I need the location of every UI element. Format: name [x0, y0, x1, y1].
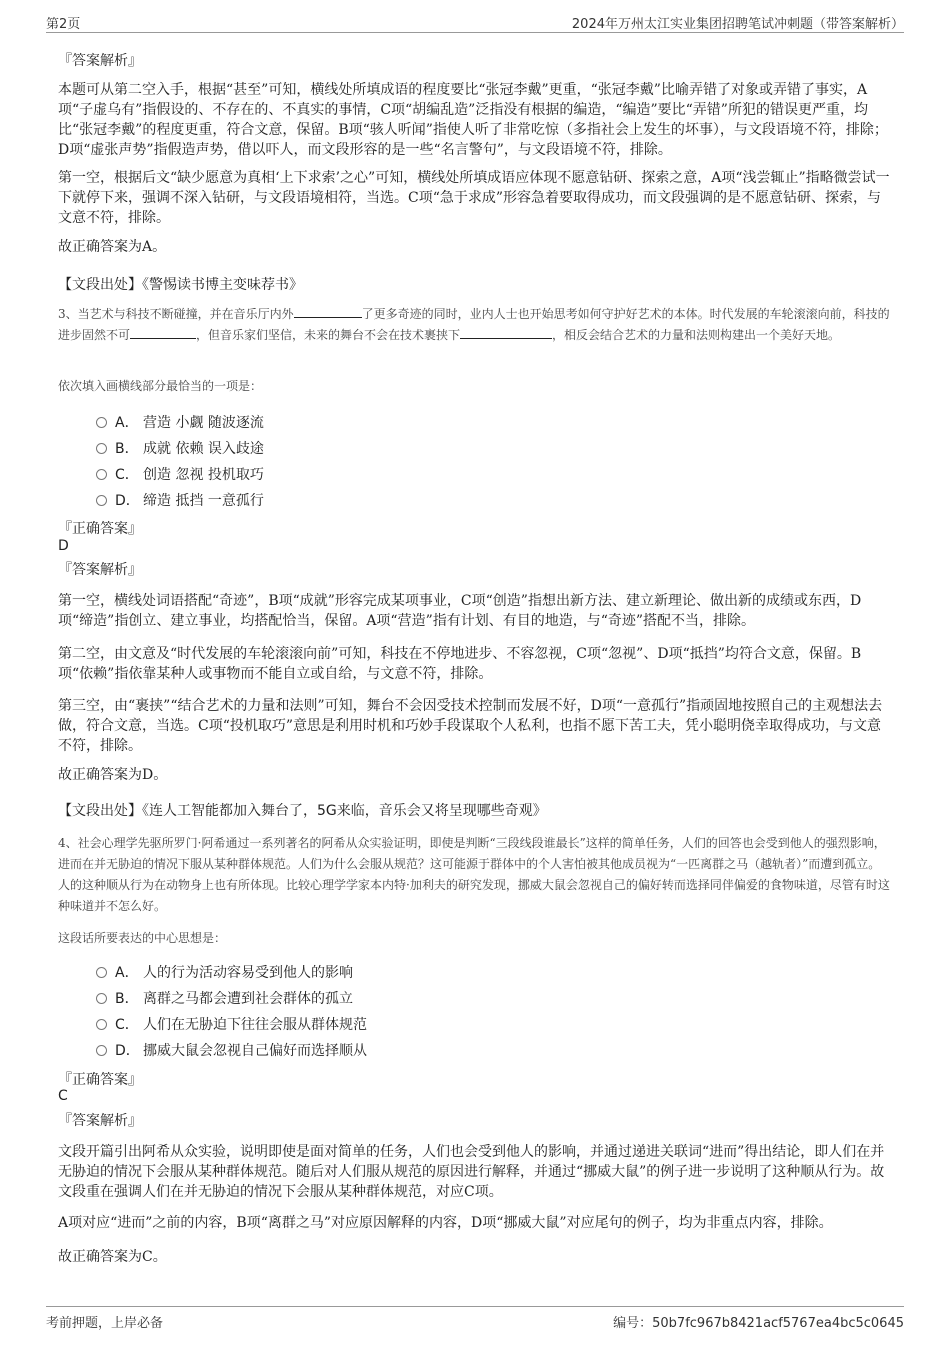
page-header [46, 10, 904, 33]
radio-icon[interactable] [96, 993, 107, 1004]
answer-3: D [58, 538, 69, 554]
document-title: 2024年万州太江实业集团招聘笔试冲刺题（带答案解析） [571, 17, 904, 32]
answer-4: C [58, 1088, 68, 1104]
analysis-paragraph-3b: 第二空，由文意及“时代发展的车轮滚滚向前”可知，科技在不停地进步、不容忽视，C项“忽视”、D项“抵挡”均符合文意，保留。B项“依赖”指依靠某种人或事物而不能自立或自给，与文意不符，排除。 [58, 646, 862, 682]
question-4-options [96, 959, 367, 1063]
footer-note: 考前押题，上岸必备 [46, 1316, 164, 1331]
radio-icon[interactable] [96, 469, 107, 480]
option-3a[interactable]: A． 营造 小觑 随波逐流 [96, 409, 264, 435]
option-4c[interactable]: C． 人们在无胁迫下往往会服从群体规范 [96, 1011, 367, 1037]
question-3-text-c: ，但音乐家们坚信，未来的舞台不会在技术裹挟下 [196, 328, 461, 342]
question-4-text: 4、社会心理学先驱所罗门·阿希通过一系列著名的阿希从众实验证明，即使是判断“三段线段谁最长”这样的简单任务，人们的回答也会受到他人的强烈影响，进而在并无胁迫的情况下服从某种群体规范。人们为什么会服从规范？这可能源于群体中的个人害怕被其他成员视为“一匹离群之马（越轨者）”而遭到孤立。人的这种顺从行为在动物身上也有所体现。比较心理学学家本内特·加利夫的研究发现，挪威大鼠会忽视自己的偏好转而选择同伴偏爱的食物味道，尽管有时这种味道并不怎么好。 [58, 836, 890, 913]
option-3d[interactable]: D． 缔造 抵挡 一意孤行 [96, 487, 264, 513]
document-code-label: 编号： [613, 1316, 653, 1331]
document-code-value: 50b7fc967b8421acf5767ea4bc5c0645 [652, 1316, 904, 1331]
analysis-title-3: 『答案解析』 [58, 562, 142, 578]
blank-2 [130, 338, 196, 339]
analysis-title-4: 『答案解析』 [58, 1113, 142, 1129]
radio-icon[interactable] [96, 967, 107, 978]
blank-1 [294, 317, 362, 318]
source-3: 【文段出处】《连人工智能都加入舞台了，5G来临，音乐会又将呈现哪些奇观》 [58, 803, 547, 819]
answer-title-4: 『正确答案』 [58, 1072, 142, 1088]
analysis-paragraph-2a: 本题可从第二空入手，根据“甚至”可知，横线处所填成语的程度要比“张冠李戴”更重，“张冠李戴”比喻弄错了对象或弄错了事实，A项“子虚乌有”指假设的、不存在的、不真实的事情，C项“胡编乱造”泛指没有根据的编造，“编造”要比“弄错”所犯的错误更严重，均比“张冠李戴”的程度更重，符合文意，保留。B项“骇人听闻”指使人听了非常吃惊（多指社会上发生的坏事），与文段语境不符，排除；D项“虚张声势”指假造声势，借以吓人，而文段形容的是一些“名言警句”，与文段语境不符，排除。 [58, 82, 888, 158]
question-3-text-d: ，相反会结合艺术的力量和法则构建出一个美好天地。 [552, 328, 841, 342]
analysis-paragraph-2b: 第一空，根据后文“缺少愿意为真相‘上下求索’之心”可知，横线处所填成语应体现不愿意钻研、探索之意，A项“浅尝辄止”指略微尝试一下就停下来，强调不深入钻研，与文段语境相符，当选。C项“急于求成”形容急着要取得成功，而文段强调的是不愿意钻研、探索，与文意不符，排除。 [58, 170, 890, 226]
question-3-text-b: 了更多奇迹的同时，业内人士也开始思考如何守护好艺术的本体。时代发展的车轮滚滚向前，科技的进步固然不可 [58, 307, 890, 342]
option-4a[interactable]: A． 人的行为活动容易受到他人的影响 [96, 959, 367, 985]
analysis-paragraph-3c: 第三空，由“裹挟”“结合艺术的力量和法则”可知，舞台不会因受技术控制而发展不好，D项“一意孤行”指顽固地按照自己的主观想法去做，符合文意，当选。C项“投机取巧”意思是利用时机和巧妙手段谋取个人私利，也指不愿下苦工夫，凭小聪明侥幸取得成功，与文意不符，排除。 [58, 698, 883, 754]
question-3-text [58, 304, 892, 346]
radio-icon[interactable] [96, 495, 107, 506]
question-4-ask: 这段话所要表达的中心思想是： [58, 931, 227, 945]
option-3b[interactable]: B． 成就 依赖 误入歧途 [96, 435, 264, 461]
document-code [613, 1312, 904, 1331]
analysis-title-2: 『答案解析』 [58, 53, 142, 69]
option-3c[interactable]: C． 创造 忽视 投机取巧 [96, 461, 264, 487]
option-4d[interactable]: D． 挪威大鼠会忽视自己偏好而选择顺从 [96, 1037, 367, 1063]
question-3-ask: 依次填入画横线部分最恰当的一项是： [58, 379, 263, 393]
page-number: 第2页 [46, 17, 81, 32]
radio-icon[interactable] [96, 443, 107, 454]
conclusion-3: 故正确答案为D。 [58, 767, 168, 783]
option-4b[interactable]: B． 离群之马都会遭到社会群体的孤立 [96, 985, 367, 1011]
conclusion-2: 故正确答案为A。 [58, 239, 167, 255]
conclusion-4: 故正确答案为C。 [58, 1249, 167, 1265]
radio-icon[interactable] [96, 417, 107, 428]
analysis-paragraph-4a: 文段开篇引出阿希从众实验，说明即使是面对简单的任务，人们也会受到他人的影响，并通过递进关联词“进而”得出结论，即人们在并无胁迫的情况下会服从某种群体规范。随后对人们服从规范的原因进行解释，并通过“挪威大鼠”的例子进一步说明了这种顺从行为。故文段重在强调人们在并无胁迫的情况下会服从某种群体规范，对应C项。 [58, 1144, 885, 1200]
question-3-options [96, 409, 264, 513]
question-3-text-a: 3、当艺术与科技不断碰撞，并在音乐厅内外 [58, 307, 294, 321]
answer-title-3: 『正确答案』 [58, 521, 142, 537]
source-2: 【文段出处】《警惕读书博主变味荐书》 [58, 277, 303, 293]
blank-3 [460, 338, 552, 339]
page-footer [46, 1306, 904, 1331]
analysis-paragraph-3a: 第一空，横线处词语搭配“奇迹”，B项“成就”形容完成某项事业，C项“创造”指想出新方法、建立新理论、做出新的成绩或东西，D项“缔造”指创立、建立事业，均搭配恰当，保留。A项“营造”指有计划、有目的地造，与“奇迹”搭配不当，排除。 [58, 593, 862, 629]
analysis-paragraph-4b: A项对应“进而”之前的内容，B项“离群之马”对应原因解释的内容，D项“挪威大鼠”对应尾句的例子，均为非重点内容，排除。 [58, 1215, 833, 1231]
radio-icon[interactable] [96, 1045, 107, 1056]
radio-icon[interactable] [96, 1019, 107, 1030]
